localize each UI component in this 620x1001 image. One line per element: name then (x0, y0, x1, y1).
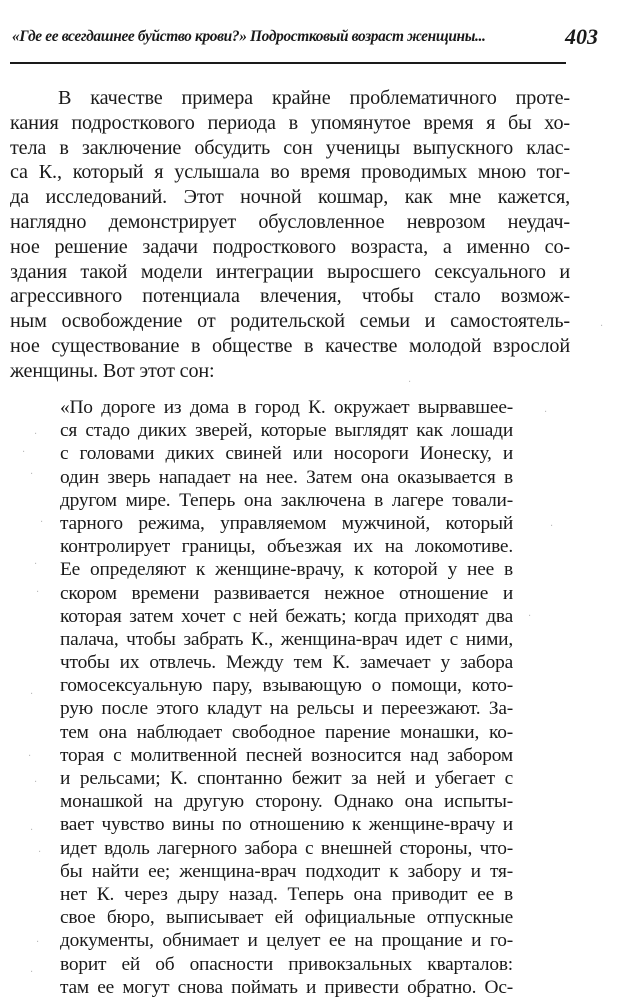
text-line: В качестве примера крайне проблематичного проте- (58, 87, 570, 109)
scan-speck: · (34, 777, 38, 788)
quote-line: тем она наблюдает свободное парение монашки, ко- (60, 721, 513, 743)
quote-line: Ее определяют к женщине-врачу, к которой у нее в (60, 559, 513, 581)
scan-speck: · (544, 407, 548, 418)
text-line: женщины. Вот этот сон: (10, 359, 215, 382)
quote-line: чтобы их отвлечь. Между тем К. замечает у забора (60, 652, 513, 674)
scan-speck: · (28, 751, 32, 762)
page-number: 403 (565, 24, 598, 49)
quote-line: вает чувство вины по отношению к женщине-врачу и (60, 814, 513, 836)
scan-speck: · (600, 321, 604, 332)
scan-speck: · (408, 377, 412, 388)
quote-line: рую после этого кладут на рельсы и переезжают. За- (60, 698, 513, 720)
text-line: наглядно демонстрирует обусловленное неврозом неудач- (10, 210, 570, 233)
text-line: агрессивного потенциала влечения, чтобы стало возмож- (10, 285, 570, 308)
quote-line: бы найти ее; женщина-врач подходит к забору и тя- (60, 860, 513, 882)
header-rule (10, 62, 566, 64)
text-line: тела в заключение обсудить сон ученицы выпускного клас- (10, 136, 570, 159)
quote-line: идет вдоль лагерного забора с внешней стороны, что- (60, 837, 513, 859)
running-head (12, 22, 604, 56)
text-line: да исследований. Этот ночной кошмар, как мне кажется, (10, 186, 570, 209)
text-line: ное решение задачи подросткового возраста, а именно со- (10, 235, 570, 258)
text-line: са К., который я услышала во время проводимых мною тог- (10, 161, 570, 184)
running-title: «Где ее всегдашнее буйство крови?» Подростковый возраст женщины... (12, 28, 486, 45)
scan-speck: · (38, 847, 42, 858)
text-line: здания такой модели интеграции выросшего сексуального и (10, 260, 570, 283)
quote-line: документы, обнимает и целует ее на прощание и го- (60, 930, 513, 952)
quote-line: скором времени развивается нежное отношение и (60, 582, 513, 604)
quote-line: с головами диких свиней или носороги Ионеску, и (60, 443, 513, 465)
quote-line: ся стадо диких зверей, которые выглядят как лошади (60, 420, 513, 442)
scan-speck: · (30, 825, 34, 836)
quote-line: которая затем хочет с ней бежать; когда приходят два (60, 605, 513, 627)
text-line: кания подросткового периода в упомянутое время я бы хо- (10, 111, 570, 134)
quote-line: торая с молитвенной песней возносится над забором (60, 744, 513, 766)
quote-line: ворит ей об опасности привокзальных кварталов: (60, 953, 513, 975)
quote-line: свое бюро, выписывает ей официальные отпускные (60, 907, 513, 929)
quote-line: и рельсами; К. спонтанно бежит за ней и убегает с (60, 768, 513, 789)
body-paragraph (10, 86, 570, 384)
quote-line: «По дороге из дома в город К. окружает вырвавшее- (60, 397, 513, 418)
dream-quote (60, 396, 513, 999)
scan-speck: · (34, 559, 38, 570)
quote-line: другом мире. Теперь она заключена в лагере товали- (60, 489, 513, 511)
scan-speck: · (30, 469, 34, 480)
quote-line: монашкой на другую сторону. Однако она испыты- (60, 791, 513, 813)
scan-speck: · (30, 967, 34, 978)
text-line: ным освобождение от родительской семьи и самостоятель- (10, 310, 570, 333)
scan-speck: · (528, 611, 532, 622)
quote-line: тарного режима, управляемом мужчиной, который (60, 512, 513, 534)
scan-speck: · (34, 429, 38, 440)
scan-speck: · (36, 587, 40, 598)
quote-line: нет К. через дыру назад. Теперь она приводит ее в (60, 883, 513, 905)
scan-speck: · (22, 447, 26, 458)
scan-speck: · (30, 689, 34, 700)
scan-speck: · (40, 517, 44, 528)
scan-speck: · (36, 937, 40, 948)
text-line: ное существование в обществе в качестве молодой взрослой (10, 334, 570, 357)
quote-line: один зверь нападает на нее. Затем она оказывается в (60, 466, 513, 488)
quote-line: палача, чтобы забрать К., женщина-врач идет с ними, (60, 628, 513, 650)
quote-line: там ее могут снова поймать и привести обратно. Ос- (60, 976, 513, 998)
quote-line: контролирует границы, объезжая их на локомотиве. (60, 536, 513, 558)
scan-speck: · (550, 521, 554, 532)
quote-line: гомосексуальную пару, взывающую о помощи, кото- (60, 675, 513, 697)
